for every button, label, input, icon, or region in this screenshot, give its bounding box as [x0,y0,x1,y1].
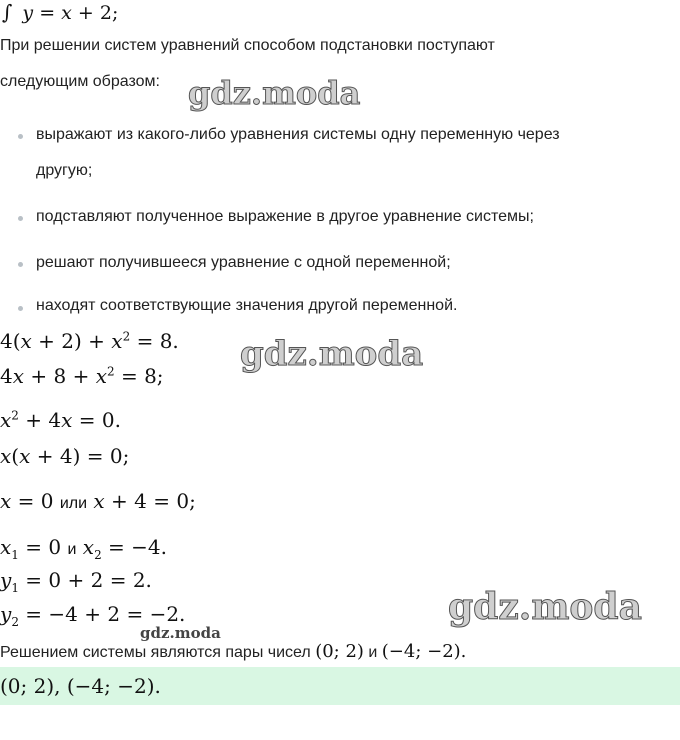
watermark-logo: gdz.moda [448,586,642,628]
bullet-dot [18,134,23,139]
system-line [2,0,118,24]
var-y: y [22,2,34,24]
eq-sign: = [33,2,62,24]
equation-6: $x_1 = 0$ и $x_2 = -4$. [0,535,168,562]
step-2: подставляют полученное выражение в другое уравнение системы; [36,208,534,225]
bullet-dot [18,262,23,267]
bullet-dot [18,216,23,221]
step-1-line-2: другую; [36,162,93,179]
equation-8: $y_2 = -4 + 2 = -2$. [0,602,186,629]
equation-5: x = 0 или x + 4 = 0; [0,489,196,513]
watermark-logo: gdz.moda [240,334,424,374]
intro-line-1: При решении систем уравнений способом подстановки поступают [0,37,495,54]
var-x: x [61,2,72,24]
equation-4: x(x + 4) = 0; [0,444,130,468]
step-1-line-1: выражают из какого-либо уравнения системы одну переменную через [36,126,560,143]
answer-box [0,667,680,705]
step-3: решают получившееся уравнение с одной переменной; [36,254,451,271]
intro-line-2: следующим образом: [0,73,160,90]
watermark-logo: gdz.moda [188,74,361,112]
answer-text: (0; 2), (−4; −2). [0,674,161,698]
expr-rest: + 2; [71,2,119,24]
equation-2: $4x + 8 + x^2 = 8$; [0,364,164,388]
conclusion-line: Решением системы являются пары чисел (0; 2) и (−4; −2). [0,641,467,662]
bullet-dot [18,306,23,311]
watermark-logo-small: gdz.moda [140,624,221,642]
step-4: находят соответствующие значения другой переменной. [36,297,458,314]
equation-7: $y_1 = 0 + 2 = 2$. [0,568,152,595]
equation-1: $4(x + 2) + x^2 = 8$. [0,329,179,353]
equation-3: $x^2 + 4x = 0$. [0,408,121,432]
brace-symbol: ∫ [2,0,13,24]
